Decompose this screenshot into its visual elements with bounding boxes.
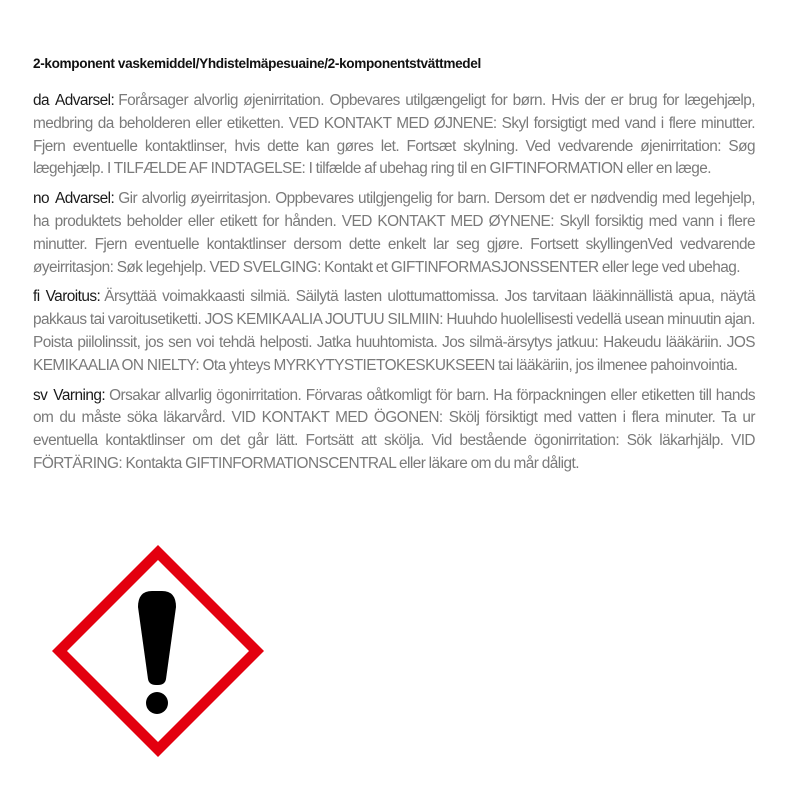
- warning-text: Gir alvorlig øyeirritasjon. Oppbevares utilgjengelig for barn. Dersom det er nødvendig med legehjelp, ha produktets beholder eller etikett for hånden. VED KONTAKT MED ØYNENE: Skyll forsiktig med vann i flere minutter. Fjern eventuelle kontaktlinser dersom dette enkelt lar seg gjøre. Fortsett skyllingenVed vedvarende øyeirritasjon: Søk legehjelp. VED SVELGING: Kontakt et GIFTINFORMASJONSSENTER eller lege ved ubehag.: [33, 190, 755, 276]
- warning-text: Orsakar allvarlig ögonirritation. Förvaras oåtkomligt för barn. Ha förpackningen eller etiketten till hands om du måste söka läkarvård. VID KONTAKT MED ÖGONEN: Skölj försiktigt med vatten i flera minuter. Ta ur eventuella kontaktlinser om det går lätt. Fortsätt att skölja. Vid bestående ögonirritation: Sök läkarhjälp. VID FÖRTÄRING: Kontakta GIFTINFORMATIONSCENTRAL eller läkare om du mår dåligt.: [33, 386, 755, 472]
- warning-text: Forårsager alvorlig øjenirritation. Opbevares utilgængeligt for børn. Hvis der er brug for lægehjælp, medbring da beholderen eller etiketten. VED KONTAKT MED ØJNENE: Skyl forsigtigt med vand i flere minutter. Fjern eventuelle kontaktlinser, hvis dette kan gøres let. Fortsæt skylning. Ved vedvarende øjenirritation: Søg lægehjælp. I TILFÆLDE AF INDTAGELSE: I tilfælde af ubehag ring til en GIFTINFORMATION eller en læge.: [33, 92, 755, 178]
- language-code: fi: [33, 288, 40, 306]
- language-code: sv: [33, 386, 48, 404]
- warning-label: Varoitus:: [45, 288, 101, 306]
- warning-paragraph-da: [33, 90, 755, 181]
- warning-paragraph-fi: [33, 286, 755, 377]
- ghs-exclamation-mark-icon: [52, 545, 264, 757]
- exclamation-dot: [146, 692, 168, 714]
- language-code: no: [33, 190, 50, 208]
- language-code: da: [33, 92, 50, 109]
- warning-label: Advarsel:: [55, 92, 115, 109]
- warning-paragraph-sv: [33, 385, 755, 476]
- warning-paragraph-no: [33, 188, 755, 279]
- product-title: 2-komponent vaskemiddel/Yhdistelmäpesuaine/2-komponentstvättmedel: [33, 56, 481, 71]
- warning-text: Ärsyttää voimakkaasti silmiä. Säilytä lasten ulottumattomissa. Jos tarvitaan lääkinnällistä apua, näytä pakkaus tai varoitusetiketti. JOS KEMIKAALIA JOUTUU SILMIIN: Huuhdo huolellisesti vedellä usean minuutin ajan. Poista piilolinssit, jos sen voi tehdä helposti. Jatka huuhtomista. Jos silmä-ärsytys jatkuu: Hakeudu lääkäriin. JOS KEMIKAALIA ON NIELTY: Ota yhteys MYRKYTYSTIETOKESKUKSEEN tai lääkäriin, jos ilmenee pahoinvointia.: [33, 288, 755, 374]
- warning-label: Varning:: [53, 386, 106, 404]
- warning-label: Advarsel:: [55, 190, 115, 208]
- warning-section: [33, 90, 755, 483]
